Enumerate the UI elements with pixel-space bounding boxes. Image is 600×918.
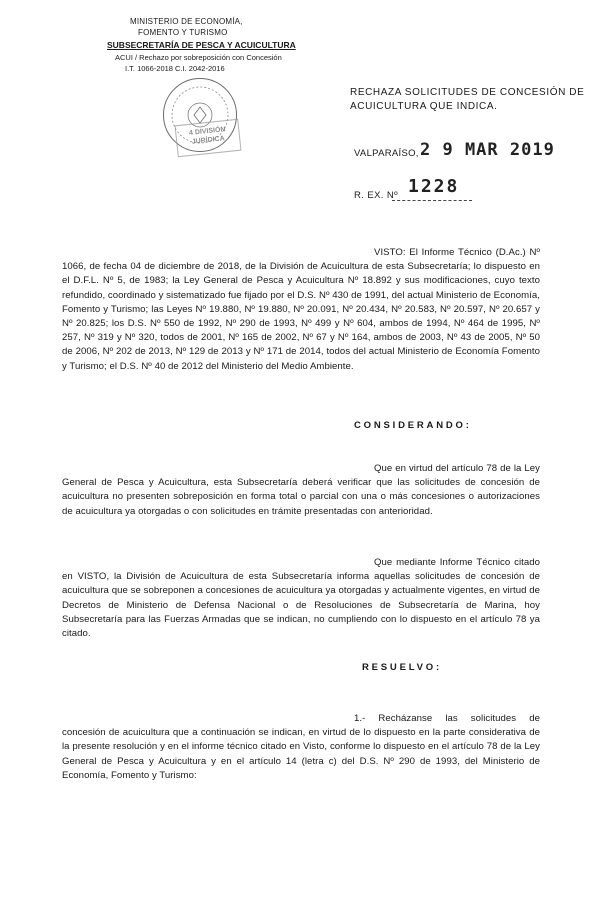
resolution-title-line2: ACUICULTURA QUE INDICA. <box>350 101 498 112</box>
place-label: VALPARAÍSO, <box>354 148 419 159</box>
considerando-paragraph-2: Que mediante Informe Técnico citado en VISTO, la División de Acuicultura de esta Subsecretaría informa aquellas solicitudes de concesión de acuicultura que se sobreponen a concesiones de acuicultura ya otorgadas y actualmente vigentes, en virtud de Decretos de Ministerio de Defensa Nacional o de Resoluciones de Subsecretaría de Marina, hoy Subsecretaría para las Fuerzas Armadas que se indican, no cumpliendo con lo dispuesto en el artículo 78 ya citado. <box>62 557 540 640</box>
ministry-name-line2: FOMENTO Y TURISMO <box>138 28 228 37</box>
resolution-number-line <box>392 200 472 201</box>
resuelvo-heading: RESUELVO: <box>362 662 442 673</box>
reference-line: ACUI / Rechazo por sobreposición con Concesión <box>115 53 282 62</box>
resolution-label: R. EX. Nº <box>354 190 399 201</box>
resolution-title-line1: RECHAZA SOLICITUDES DE CONCESIÓN DE <box>350 87 585 98</box>
resolution-number: 1228 <box>408 176 460 197</box>
date-stamp: 2 9 MAR 2019 <box>420 140 555 160</box>
visto-paragraph: VISTO: El Informe Técnico (D.Ac.) Nº 1066, de fecha 04 de diciembre de 2018, de la División de Acuicultura de esta Subsecretaría; lo dispuesto en el D.F.L. Nº 5, de 1983; la Ley General de Pesca y Acuicultura Nº 18.892 y sus modificaciones, cuyo texto refundido, coordinado y sistematizado fue fijado por el D.S. Nº 430 de 1991, del actual Ministerio de Economía, Fomento y Turismo; las Leyes Nº 19.880, Nº 19.880, Nº 20.091, Nº 20.434, Nº 20.583, Nº 20.597, Nº 20.657 y Nº 20.825; los D.S. Nº 550 de 1992, Nº 290 de 1993, Nº 499 y Nº 604, ambos de 1994, Nº 464 de 1995, Nº 257, Nº 319 y Nº 320, todos de 2001, Nº 165 de 2002, Nº 67 y Nº 164, ambos de 2003, Nº 43 de 2005, Nº 50 de 2006, Nº 202 de 2013, Nº 129 de 2013 y Nº 171 de 2014, todos del actual Ministerio de Economía Fomento y Turismo; el D.S. Nº 40 de 2012 del Ministerio del Medio Ambiente. <box>62 247 540 372</box>
division-stamp: 4 DIVISIÓN JURÍDICA <box>175 119 242 158</box>
considerando-heading: CONSIDERANDO: <box>354 420 472 431</box>
reference-codes: I.T. 1066-2018 C.I. 2042-2016 <box>125 64 225 73</box>
resuelvo-paragraph-1: 1.- Recházanse las solicitudes de concesión de acuicultura que a continuación se indican, en virtud de lo dispuesto en la parte considerativa de la presente resolución y en el informe técnico citado en Visto, conforme lo dispuesto en el artículo 78 de la Ley General de Pesca y Acuicultura y en el artículo 14 (letra c) del D.S. Nº 290 de 1993, del Ministerio de Economía, Fomento y Turismo: <box>62 713 540 781</box>
considerando-paragraph-1: Que en virtud del artículo 78 de la Ley General de Pesca y Acuicultura, esta Subsecretaría deberá verificar que las solicitudes de concesión de acuicultura no presenten sobreposición en forma total o parcial con una o más concesiones o autorizaciones de acuicultura ya otorgadas o con solicitudes en trámite presentadas con anterioridad. <box>62 463 540 517</box>
subsecretaria-name: SUBSECRETARÍA DE PESCA Y ACUICULTURA <box>107 40 296 50</box>
ministry-name-line1: MINISTERIO DE ECONOMÍA, <box>130 17 243 26</box>
